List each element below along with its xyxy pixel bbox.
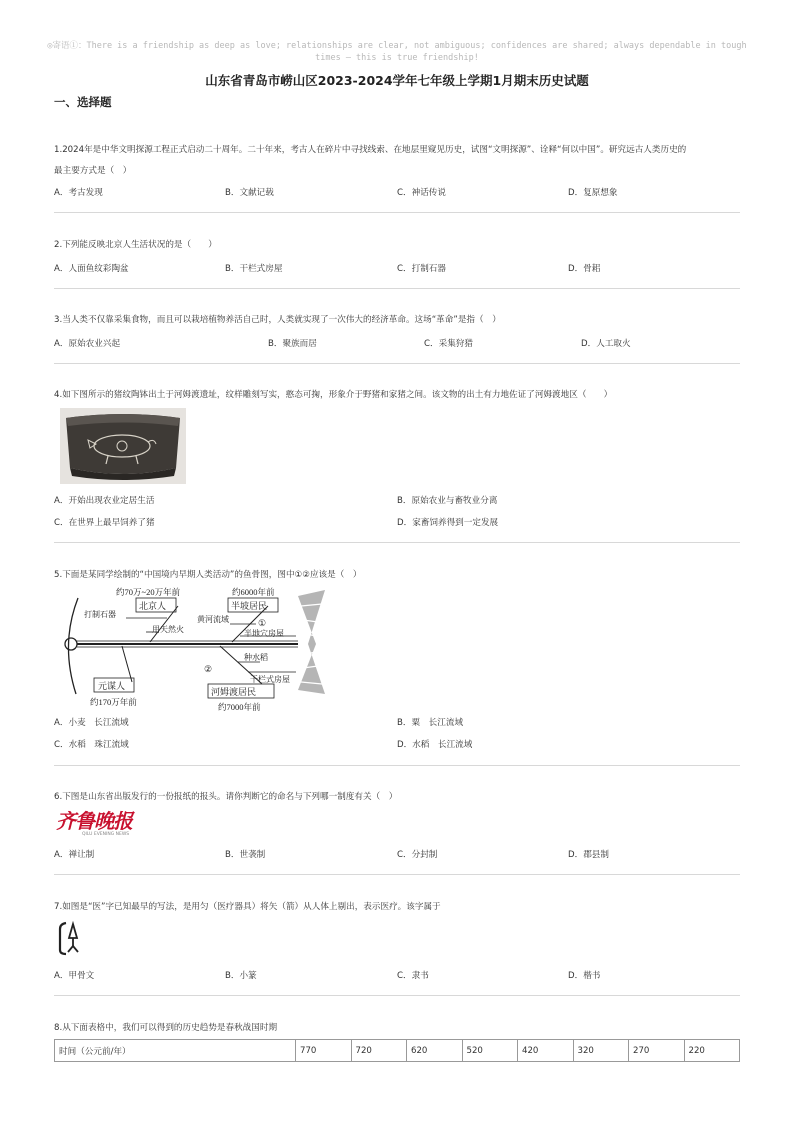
q5-option-a[interactable]: A．小麦 长江流域 — [54, 718, 129, 728]
fishbone-yuanmou-label: 元谋人 — [98, 681, 126, 691]
q4-option-c[interactable]: C．在世界上最早饲养了猪 — [54, 518, 155, 528]
q5-option-c[interactable]: C．水稻 珠江流域 — [54, 740, 129, 750]
fishbone-circle-2: ② — [204, 664, 213, 674]
q1-option-b[interactable]: B．文献记载 — [225, 188, 274, 198]
section-heading: 一、选择题 — [54, 95, 112, 109]
q7-option-c[interactable]: C．隶书 — [397, 971, 429, 981]
fishbone-river: 黄河流域 — [197, 615, 229, 624]
masthead-text: 齐鲁晚报 — [56, 809, 132, 833]
question-1-line-1: 1.2024年是中华文明探源工程正式启动二十周年。二十年来，考古人在碎片中寻找线索、在地层里窥见历史，试图“文明探源”、诠释“何以中国”。研究远古人类历史的 — [54, 145, 687, 155]
fishbone-banpo-label: 半坡居民 — [231, 601, 268, 611]
q1-option-a[interactable]: A．考古发现 — [54, 188, 103, 198]
question-8-stem: 8.从下面表格中，我们可以得到的历史趋势是春秋战国时期 — [54, 1023, 278, 1033]
table-header-cell: 时间（公元前/年） — [55, 1040, 296, 1062]
fishbone-hemudu-date: 约7000年前 — [218, 702, 261, 712]
q6-option-a[interactable]: A．禅让制 — [54, 850, 95, 860]
fishbone-hemudu-label: 河姆渡居民 — [211, 687, 257, 697]
pig-pottery-bowl-image — [60, 408, 186, 484]
q2-option-d[interactable]: D．骨耜 — [568, 264, 601, 274]
history-table — [54, 1039, 740, 1062]
table-cell: 320 — [573, 1040, 629, 1062]
q4-option-d[interactable]: D．家畜饲养得到一定发展 — [397, 518, 499, 528]
q5-option-d[interactable]: D．水稻 长江流域 — [397, 740, 473, 750]
q2-option-a[interactable]: A．人面鱼纹彩陶盆 — [54, 264, 129, 274]
fishbone-house-1: 半地穴房屋 — [244, 629, 284, 638]
fishbone-beijing-label: 北京人 — [139, 601, 167, 611]
q4-option-a[interactable]: A．开始出现农业定居生活 — [54, 496, 155, 506]
fishbone-fire: 用天然火 — [152, 625, 184, 634]
divider — [54, 212, 740, 213]
q1-option-d[interactable]: D．复原想象 — [568, 188, 618, 198]
fishbone-tool: 打制石器 — [84, 610, 116, 619]
q6-option-d[interactable]: D．郡县制 — [568, 850, 609, 860]
question-2-stem: 2.下列能反映北京人生活状况的是（ ） — [54, 240, 217, 250]
fishbone-banpo-date: 约6000年前 — [232, 587, 275, 597]
masthead-subtitle: QILU EVENING NEWS — [82, 832, 130, 837]
q4-option-b[interactable]: B．原始农业与畜牧业分离 — [397, 496, 498, 506]
fishbone-house-2: 干栏式房屋 — [250, 675, 290, 684]
q7-option-b[interactable]: B．小篆 — [225, 971, 257, 981]
divider — [54, 995, 740, 996]
q2-option-c[interactable]: C．打制石器 — [397, 264, 446, 274]
q3-option-a[interactable]: A．原始农业兴起 — [54, 339, 121, 349]
fishbone-yuanmou-date: 约170万年前 — [90, 697, 137, 707]
table-cell: 720 — [351, 1040, 407, 1062]
table-cell: 770 — [296, 1040, 352, 1062]
divider — [54, 874, 740, 875]
q3-option-c[interactable]: C．采集狩猎 — [424, 339, 473, 349]
q3-option-d[interactable]: D．人工取火 — [581, 339, 631, 349]
q6-option-c[interactable]: C．分封制 — [397, 850, 438, 860]
question-7-stem: 7.如图是“医”字已知最早的写法，是用匀（医疗器具）将矢（箭）从人体上剔出，表示医疗。该字属于 — [54, 902, 441, 912]
ancient-yi-character-image — [58, 920, 82, 956]
table-cell: 420 — [518, 1040, 574, 1062]
question-6-stem: 6.下图是山东省出版发行的一份报纸的报头。请你判断它的命名与下列哪一制度有关（ ） — [54, 792, 398, 802]
table-cell: 520 — [462, 1040, 518, 1062]
q1-option-c[interactable]: C．神话传说 — [397, 188, 446, 198]
question-5-stem: 5.下面是某同学绘制的“中国境内早期人类活动”的鱼骨图，图中①②应该是（ ） — [54, 570, 362, 580]
newspaper-masthead-image — [56, 810, 146, 840]
divider — [54, 542, 740, 543]
question-4-stem: 4.如下图所示的猪纹陶钵出土于河姆渡遗址，纹样雕刻写实，憨态可掬，形象介于野猪和家猪之间。该文物的出土有力地佐证了河姆渡地区（ ） — [54, 390, 613, 400]
question-1-line-2: 最主要方式是（ ） — [54, 166, 132, 176]
q7-option-a[interactable]: A．甲骨文 — [54, 971, 95, 981]
q3-option-b[interactable]: B．聚族而居 — [268, 339, 317, 349]
q6-option-b[interactable]: B．世袭制 — [225, 850, 266, 860]
fishbone-crop: 种水稻 — [244, 653, 268, 662]
table-cell: 620 — [407, 1040, 463, 1062]
fishbone-circle-1: ① — [258, 618, 267, 628]
fishbone-diagram — [60, 586, 332, 712]
table-cell: 270 — [629, 1040, 685, 1062]
q5-option-b[interactable]: B．粟 长江流域 — [397, 718, 464, 728]
fishbone-beijing-date: 约70万~20万年前 — [116, 587, 181, 597]
question-1-stem — [54, 140, 744, 182]
motto-banner: ◎寄语①：There is a friendship as deep as love; relationships are clear, not ambiguous; confidences are shared; always dependable in tough times — this is true friendship! — [47, 41, 747, 63]
divider — [54, 363, 740, 364]
divider — [54, 288, 740, 289]
table-cell: 220 — [684, 1040, 740, 1062]
q7-option-d[interactable]: D．楷书 — [568, 971, 601, 981]
question-3-stem: 3.当人类不仅靠采集食物，而且可以栽培植物养活自己时，人类就实现了一次伟大的经济革命。这场“革命”是指（ ） — [54, 315, 501, 325]
page-title: 山东省青岛市崂山区2023-2024学年七年级上学期1月期末历史试题 — [205, 73, 589, 88]
q2-option-b[interactable]: B．干栏式房屋 — [225, 264, 283, 274]
divider — [54, 765, 740, 766]
table-row — [55, 1040, 740, 1062]
